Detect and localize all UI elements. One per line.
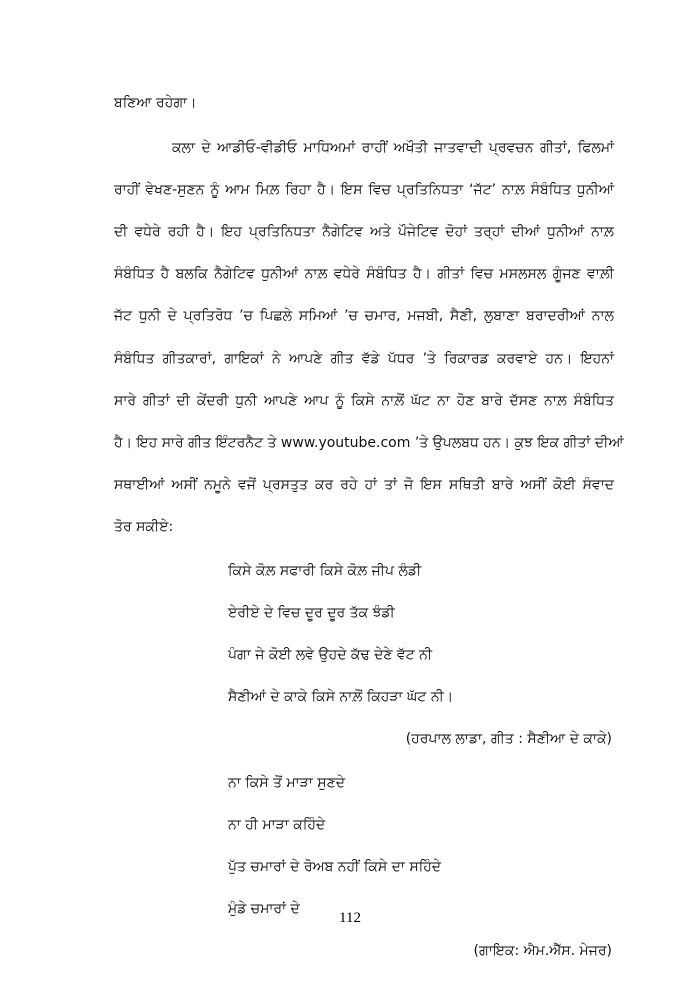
verse-line: ਸੈਣੀਆਂ ਦੇ ਕਾਕੇ ਕਿਸੇ ਨਾਲ਼ੋਂ ਕਿਹੜਾ ਘੱਟ ਨੀ। bbox=[228, 689, 454, 705]
paragraph-line: ਸਾਰੇ ਗੀਤਾਂ ਦੀ ਕੇਂਦਰੀ ਧੁਨੀ ਆਪਣੇ ਆਪ ਨੂੰ ਕਿਸੇ ਨਾਲ਼ੋਂ ਘੱਟ ਨਾ ਹੋਣ ਬਾਰੇ ਦੱਸਣ ਨਾਲ਼ ਸੰਬੰਧਿਤ bbox=[114, 393, 614, 409]
paragraph-line: ਜੱਟ ਧੁਨੀ ਦੇ ਪ੍ਰਤਿਰੋਧ ’ਚ ਪਿਛਲੇ ਸਮਿਆਂ ’ਚ ਚਮਾਰ, ਮਜਬੀ, ਸੈਣੀ, ਲੁਬਾਣਾ ਬਰਾਦਰੀਆਂ ਨਾਲ bbox=[114, 308, 614, 324]
verse-line: ਕਿਸੇ ਕੋਲ਼ ਸਫਾਰੀ ਕਿਸੇ ਕੋਲ਼ ਜੀਪ ਲੰਡੀ bbox=[228, 563, 422, 579]
paragraph-line: ਦੀ ਵਧੇਰੇ ਰਹੀ ਹੈ। ਇਹ ਪ੍ਰਤਿਨਿਧਤਾ ਨੈਗੇਟਿਵ ਅਤੇ ਪੌਜੇਟਿਵ ਦੋਹਾਂ ਤਰ੍ਹਾਂ ਦੀਆਂ ਧੁਨੀਆਂ ਨਾਲ਼ bbox=[114, 224, 614, 240]
paragraph-line: ਸੰਬੰਧਿਤ ਗੀਤਕਾਰਾਂ, ਗਾਇਕਾਂ ਨੇ ਆਪਣੇ ਗੀਤ ਵੱਡੇ ਪੱਧਰ ’ਤੇ ਰਿਕਾਰਡ ਕਰਵਾਏ ਹਨ। ਇਹਨਾਂ bbox=[114, 351, 614, 367]
verse-line: ਪੁੱਤ ਚਮਾਰਾਂ ਦੇ ਰੋਅਬ ਨਹੀਂ ਕਿਸੇ ਦਾ ਸਹਿੰਦੇ bbox=[228, 859, 442, 875]
paragraph-line: ਰਾਹੀਂ ਵੇਖਣ-ਸੁਣਨ ਨੂੰ ਆਮ ਮਿਲ਼ ਰਿਹਾ ਹੈ। ਇਸ ਵਿਚ ਪ੍ਰਤਿਨਿਧਤਾ ‘ਜੱਟ’ ਨਾਲ਼ ਸੰਬੰਧਿਤ ਧੁਨੀਆਂ bbox=[114, 182, 614, 198]
verse-line: ਨਾ ਹੀ ਮਾੜਾ ਕਹਿੰਦੇ bbox=[228, 817, 326, 833]
opening-line: ਬਣਿਆ ਰਹੇਗਾ। bbox=[114, 95, 197, 111]
verse-line: ਏਰੀਏ ਦੇ ਵਿਚ ਦੂਰ ਦੂਰ ਤੱਕ ਝੰਡੀ bbox=[228, 605, 395, 621]
verse-line: ਪੰਗਾ ਜੇ ਕੋਈ ਲਵੇ ਉਹਦੇ ਕੱਢ ਦੇਣੇ ਵੱਟ ਨੀ bbox=[228, 647, 433, 663]
paragraph-line: ਕਲਾ ਦੇ ਆਡੀਓ-ਵੀਡੀਓ ਮਾਧਿਅਮਾਂ ਰਾਹੀਂ ਅਖੌਤੀ ਜਾਤਵਾਦੀ ਪ੍ਰਵਚਨ ਗੀਤਾਂ, ਫਿਲਮਾਂ bbox=[172, 140, 614, 156]
paragraph-line: ਹੈ। ਇਹ ਸਾਰੇ ਗੀਤ ਇੰਟਰਨੈਟ ਤੇ www.youtube.com ’ਤੇ ਉਪਲਬਧ ਹਨ। ਕੁਝ ਇਕ ਗੀਤਾਂ ਦੀਆਂ bbox=[114, 435, 624, 451]
song-citation: (ਗਾਇਕ: ਐਮ.ਐੱਸ. ਮੇਜਰ) bbox=[473, 943, 612, 959]
paragraph-line: ਸਥਾਈਆਂ ਅਸੀਂ ਨਮੂਨੇ ਵਜੋਂ ਪ੍ਰਸਤੁਤ ਕਰ ਰਹੇ ਹਾਂ ਤਾਂ ਜੋ ਇਸ ਸਥਿਤੀ ਬਾਰੇ ਅਸੀਂ ਕੋਈ ਸੰਵਾਦ bbox=[114, 477, 614, 493]
verse-line: ਮੁੰਡੇ ਚਮਾਰਾਂ ਦੇ bbox=[228, 901, 300, 917]
page-number: 112 bbox=[339, 910, 361, 926]
paragraph-line: ਸੰਬੰਧਿਤ ਹੈ ਬਲਕਿ ਨੈਗੇਟਿਵ ਧੁਨੀਆਂ ਨਾਲ਼ ਵਧੇਰੇ ਸੰਬੰਧਿਤ ਹੈ। ਗੀਤਾਂ ਵਿਚ ਮਸਲਸਲ ਗੂੰਜਣ ਵਾਲ਼ੀ bbox=[114, 266, 614, 282]
verse-line: ਨਾ ਕਿਸੇ ਤੋਂ ਮਾੜਾ ਸੁਣਦੇ bbox=[228, 775, 345, 791]
paragraph-line: ਤੋਰ ਸਕੀਏ: bbox=[114, 519, 174, 535]
song-citation: (ਹਰਪਾਲ ਲਾਡਾ, ਗੀਤ : ਸੈਣੀਆ ਦੇ ਕਾਕੇ) bbox=[405, 731, 612, 747]
